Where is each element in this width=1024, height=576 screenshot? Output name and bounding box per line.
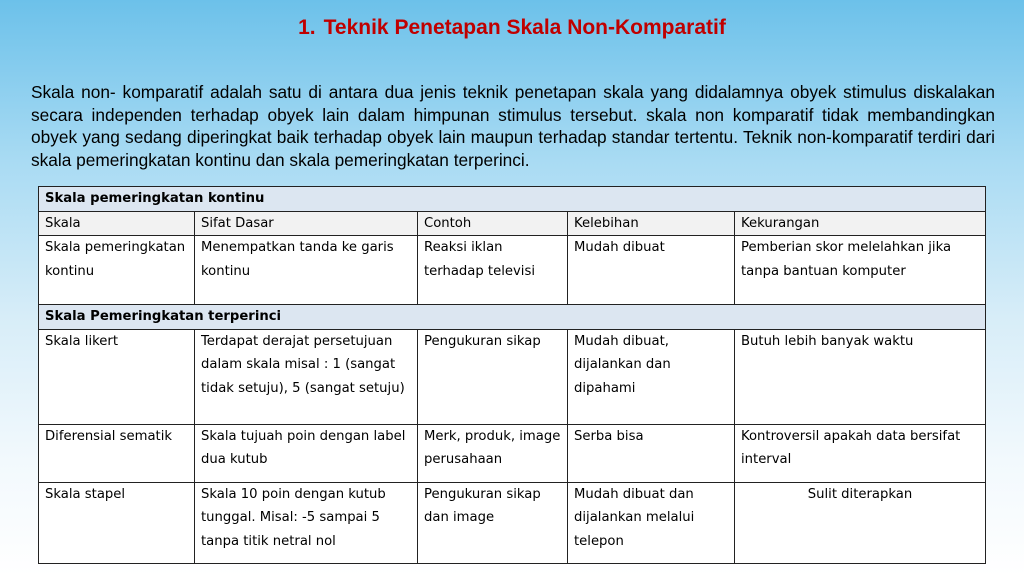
header-cell: Contoh — [418, 211, 568, 236]
table-cell: Mudah dibuat dan dijalankan melalui telepon — [568, 482, 735, 563]
table-row — [39, 329, 986, 424]
table-row — [39, 236, 986, 305]
table-cell: Serba bisa — [568, 424, 735, 482]
title-number: 1. — [298, 16, 316, 39]
header-cell: Kekurangan — [735, 211, 986, 236]
intro-paragraph: Skala non- komparatif adalah satu di antara dua jenis teknik penetapan skala yang didalamnya obyek stimulus diskalakan secara independen terhadap obyek lain dalam himpunan stimulus tersebut. skala non komparatif tidak membandingkan obyek yang sedang diperingkat baik terhadap obyek lain maupun terhadap standar tertentu. Teknik non-komparatif terdiri dari skala pemeringkatan kontinu dan skala pemeringkatan terperinci. — [31, 82, 995, 170]
table-cell: Skala 10 poin dengan kutub tunggal. Misal: -5 sampai 5 tanpa titik netral nol — [195, 482, 418, 563]
title-text: Teknik Penetapan Skala Non-Komparatif — [323, 16, 726, 39]
table-row — [39, 482, 986, 563]
table-cell: Merk, produk, image perusahaan — [418, 424, 568, 482]
table-cell: Skala pemeringkatan kontinu — [39, 236, 195, 305]
table-cell: Pemberian skor melelahkan jika tanpa bantuan komputer — [735, 236, 986, 305]
table-cell: Pengukuran sikap — [418, 329, 568, 424]
table-cell: Pengukuran sikap dan image — [418, 482, 568, 563]
table-cell: Mudah dibuat, dijalankan dan dipahami — [568, 329, 735, 424]
table-cell: Diferensial sematik — [39, 424, 195, 482]
header-cell: Skala — [39, 211, 195, 236]
table-cell: Skala likert — [39, 329, 195, 424]
header-cell: Sifat Dasar — [195, 211, 418, 236]
header-cell: Kelebihan — [568, 211, 735, 236]
table-cell: Kontroversil apakah data bersifat interval — [735, 424, 986, 482]
section-row-continuous — [39, 187, 986, 212]
table-cell: Skala stapel — [39, 482, 195, 563]
table-cell: Butuh lebih banyak waktu — [735, 329, 986, 424]
section-row-itemized — [39, 305, 986, 330]
table-cell: Terdapat derajat persetujuan dalam skala misal : 1 (sangat tidak setuju), 5 (sangat setuju) — [195, 329, 418, 424]
table-cell: Skala tujuah poin dengan label dua kutub — [195, 424, 418, 482]
scale-comparison-table — [38, 186, 986, 564]
slide-title — [0, 16, 1024, 40]
header-row — [39, 211, 986, 236]
table-cell: Reaksi iklan terhadap televisi — [418, 236, 568, 305]
section-label: Skala Pemeringkatan terperinci — [39, 305, 986, 330]
table-cell: Mudah dibuat — [568, 236, 735, 305]
table-cell: Sulit diterapkan — [735, 482, 986, 563]
table-cell: Menempatkan tanda ke garis kontinu — [195, 236, 418, 305]
section-label: Skala pemeringkatan kontinu — [39, 187, 986, 212]
table-row — [39, 424, 986, 482]
